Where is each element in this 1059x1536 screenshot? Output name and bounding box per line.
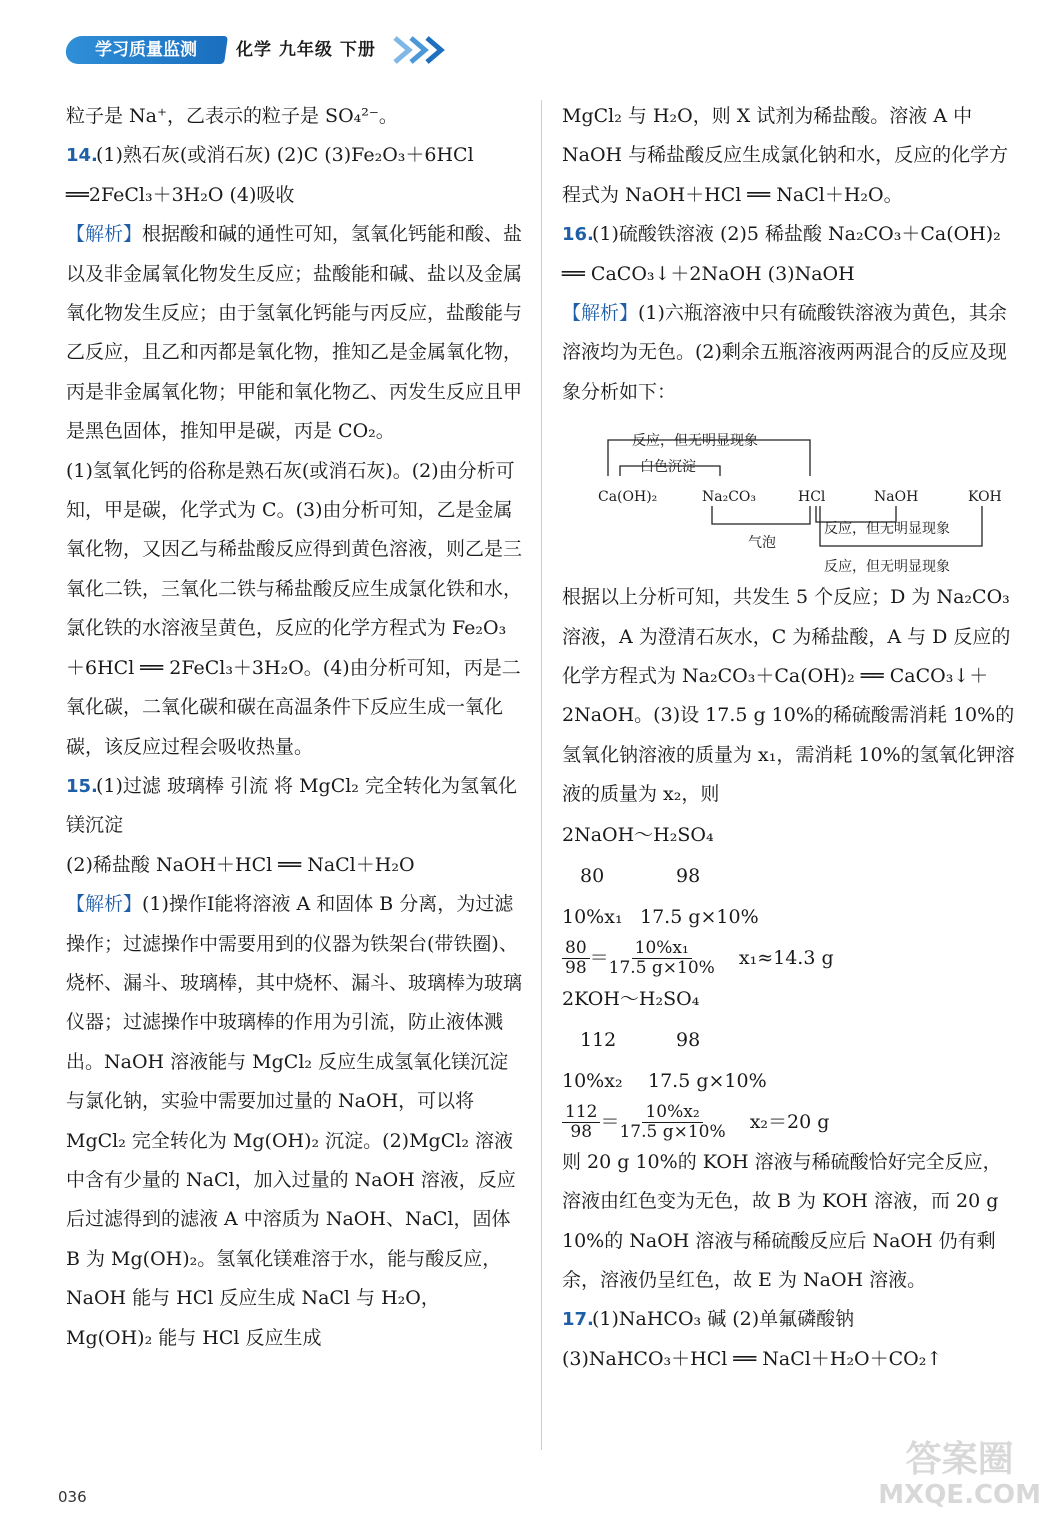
text-line: MgCl₂ 与 H₂O，则 X 试剂为稀盐酸。溶液 A 中 NaOH 与稀盐酸反应生成氯化钠和水，反应的化学方程式为 NaOH＋HCl ══ NaCl＋H₂O。 bbox=[562, 105, 1009, 206]
analysis-text: 根据酸和碱的通性可知，氢氧化钙能和酸、盐以及非金属氧化物发生反应；盐酸能和碱、盐以及金属氧化物发生反应；由于氢氧化钙能与丙反应，盐酸能与乙反应，且乙和丙都是氧化物，推知乙是金属氧化物，丙是非金属氧化物；甲能和氧化物乙、丙发生反应且甲是黑色固体，推知甲是碳，丙是 CO₂。 bbox=[66, 223, 523, 443]
conclusion-text: 则 20 g 10%的 KOH 溶液与稀硫酸恰好完全反应，溶液由红色变为无色，故 B 为 KOH 溶液，而 20 g 10%的 NaOH 溶液与稀硫酸反应后 NaOH 仍有剩余，溶液仍呈红色，故 E 为 NaOH 溶液。 bbox=[562, 1150, 1002, 1291]
analysis-text: (1)氢氧化钙的俗称是熟石灰(或消石灰)。(2)由分析可知，甲是碳，化学式为 C。(3)由分析可知，乙是金属氧化物，又因乙与稀盐酸反应得到黄色溶液，则乙是三氧化二铁，三氧化二铁与稀盐酸反应生成氯化铁和水，氯化铁的水溶液呈黄色，反应的化学方程式为 Fe₂O₃＋6HCl ══ 2FeCl₃＋3H₂O。(4)由分析可知，丙是二氧化碳，二氧化碳和碳在高温条件下反应生成一氧化碳，该反应过程会吸收热量。 bbox=[66, 459, 523, 758]
reagent-label: Ca(OH)₂ bbox=[598, 489, 658, 506]
answer-15 bbox=[66, 767, 524, 846]
chevron-arrows-icon bbox=[391, 34, 461, 66]
calc-proportion: $\frac{112}{98}$ ＝ $\frac{\text{10\%x₂}}{17.5 g\times 10\%}$ x₂＝20 g bbox=[562, 1102, 1018, 1143]
answer-text: (2)稀盐酸 NaOH＋HCl ══ NaCl＋H₂O bbox=[66, 853, 415, 876]
calc-proportion: $\frac{80}{98}$ ＝ $\frac{\text{10\%x₁}}{17.5 g\times 10\%}$ x₁≈14.3 g bbox=[562, 938, 1018, 979]
text-line: 粒子是 Na⁺，乙表示的粒子是 SO₄²⁻。 bbox=[66, 105, 398, 127]
analysis-text: (1)六瓶溶液中只有硫酸铁溶液为黄色，其余溶液均为无色。(2)剩余五瓶溶液两两混合的反应及现象分析如下： bbox=[562, 302, 1007, 403]
question-number: 15. bbox=[66, 775, 98, 797]
question-number: 17. bbox=[562, 1309, 594, 1331]
answer-17 bbox=[532, 1300, 1018, 1339]
calc-equation: 2NaOH～H₂SO₄ bbox=[562, 823, 714, 846]
answer-text: (1)硫酸铁溶液 (2)5 稀盐酸 Na₂CO₃＋Ca(OH)₂ ══ CaCO₃↓＋2NaOH (3)NaOH bbox=[562, 223, 1001, 285]
calculation-block bbox=[562, 815, 1018, 1143]
question-number: 14. bbox=[66, 145, 98, 167]
calc-equation: 2KOH～H₂SO₄ bbox=[562, 987, 700, 1010]
analysis-tag: 【解析】 bbox=[66, 893, 143, 916]
analysis-text: (1)操作Ⅰ能将溶液 A 和固体 B 分离，为过滤操作；过滤操作中需要用到的仪器为铁架台(带铁圈)、烧杯、漏斗、玻璃棒，其中烧杯、漏斗、玻璃棒为玻璃仪器；过滤操作中玻璃棒的作用为引流，防止液体溅出。NaOH 溶液能与 MgCl₂ 反应生成氢氧化镁沉淀与氯化钠，实验中需要加过量的 NaOH，可以将 MgCl₂ 完全转化为 Mg(OH)₂ 沉淀。(2)MgCl₂ 溶液中含有少量的 NaCl，加入过量的 NaOH 溶液，反应后过滤得到的滤液 A 中溶质为 NaOH、NaCl，固体 B 为 Mg(OH)₂。氢氧化镁难溶于水，能与酸反应，NaOH 能与 HCl 反应生成 NaCl 与 H₂O，Mg(OH)₂ 能与 HCl 反应生成 bbox=[66, 893, 523, 1349]
calc-masses: 80 98 bbox=[580, 864, 701, 887]
analysis-tag: 【解析】 bbox=[562, 302, 639, 325]
analysis-tag: 【解析】 bbox=[66, 223, 143, 246]
question-number: 16. bbox=[562, 224, 594, 246]
answer-text: (3)NaHCO₃＋HCl ══ NaCl＋H₂O＋CO₂↑ bbox=[562, 1347, 943, 1370]
answer-16 bbox=[532, 215, 1018, 294]
reagent-label: Na₂CO₃ bbox=[702, 489, 757, 506]
calc-masses: 112 98 bbox=[580, 1028, 701, 1051]
page-header bbox=[66, 30, 466, 70]
left-column bbox=[66, 97, 524, 1358]
reagent-label: KOH bbox=[968, 489, 1002, 506]
header-badge: 学习质量监测 bbox=[64, 36, 228, 64]
answer-14 bbox=[66, 136, 524, 215]
column-divider bbox=[541, 100, 542, 1450]
page-number: 036 bbox=[58, 1488, 87, 1506]
diagram-label-bottom1: 气泡 bbox=[748, 535, 776, 552]
reaction-diagram bbox=[562, 414, 1018, 576]
diagram-label-bottom2: 反应，但无明显现象 bbox=[824, 521, 950, 538]
calc-result: x₁≈14.3 g bbox=[738, 946, 834, 969]
answer-text: ══2FeCl₃＋3H₂O (4)吸收 bbox=[66, 183, 295, 206]
calc-result: x₂＝20 g bbox=[749, 1110, 830, 1133]
diagram-label-bottom3: 反应，但无明显现象 bbox=[824, 559, 950, 576]
reagent-label: HCl bbox=[798, 489, 826, 506]
reagent-label: NaOH bbox=[874, 489, 919, 506]
diagram-label-top1: 反应，但无明显现象 bbox=[632, 433, 758, 450]
diagram-label-top2: 白色沉淀 bbox=[640, 459, 696, 476]
analysis-text: 根据以上分析可知，共发生 5 个反应；D 为 Na₂CO₃ 溶液，A 为澄清石灰水，C 为稀盐酸，A 与 D 反应的化学方程式为 Na₂CO₃＋Ca(OH)₂ ══ CaCO₃↓＋2NaOH。(3)设 17.5 g 10%的稀硫酸需消耗 10%的氢氧化钠溶液的质量为 x₁，需消耗 10%的氢氧化钾溶液的质量为 x₂，则 bbox=[562, 586, 1015, 806]
calc-quantities: 10%x₂ 17.5 g×10% bbox=[562, 1069, 767, 1092]
calc-quantities: 10%x₁ 17.5 g×10% bbox=[562, 905, 759, 928]
header-subject: 化学 九年级 下册 bbox=[236, 40, 376, 60]
watermark: 答案圈 MXQE.COM bbox=[878, 1439, 1041, 1510]
answer-text: (1)NaHCO₃ 碱 (2)单氟磷酸钠 bbox=[592, 1308, 855, 1331]
answer-text: (1)过滤 玻璃棒 引流 将 MgCl₂ 完全转化为氢氧化镁沉淀 bbox=[66, 774, 517, 837]
answer-text: (1)熟石灰(或消石灰) (2)C (3)Fe₂O₃＋6HCl bbox=[96, 144, 474, 167]
right-column bbox=[562, 97, 1018, 1379]
